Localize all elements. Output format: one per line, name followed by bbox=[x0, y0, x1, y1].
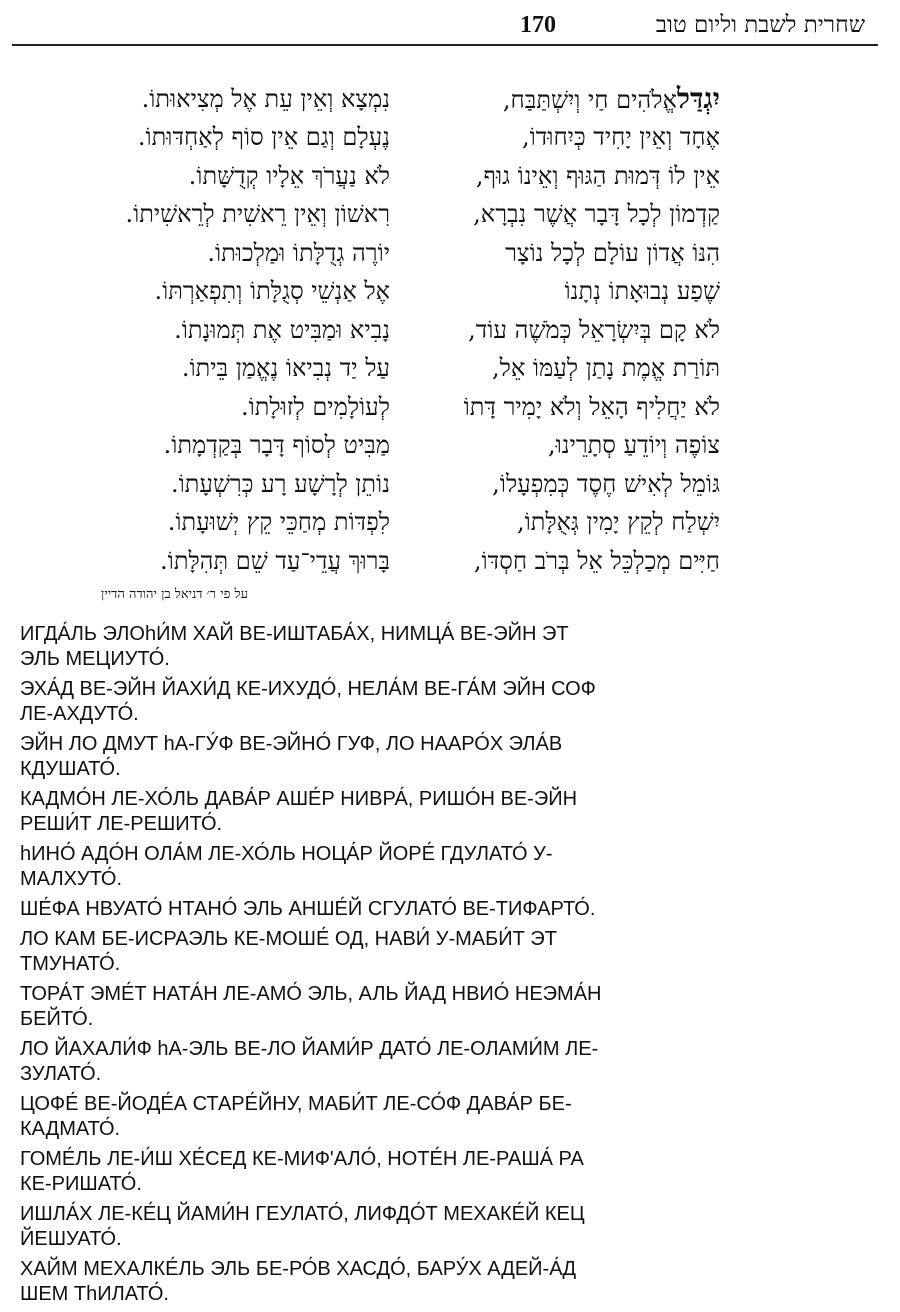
hymn-line-first-half bbox=[390, 239, 720, 268]
hymn-line-second-half: נָבִיא וּמַבִּיט אֶת תְּמוּנָתוֹ. bbox=[174, 315, 390, 344]
transliteration-verse bbox=[20, 787, 700, 837]
transliteration-line: КАДМО́Н ЛЕ-ХО́ЛЬ ДАВА́Р АШЕ́Р НИВРА́, РИШО́Н ВЕ-ЭЙН bbox=[20, 788, 578, 810]
hymn-line-right-text: קַדְמוֹן לְכָל דָּבָר אֲשֶׁר נִבְרָא, bbox=[473, 200, 720, 229]
page-header bbox=[520, 8, 865, 42]
hymn-line bbox=[20, 119, 720, 158]
hymn-line-second-half: נִמְצָא וְאֵין עֵת אֶל מְצִיאוּתוֹ. bbox=[141, 84, 390, 113]
transliteration-line: ЭЛЬ МЕЦИУТО́. bbox=[20, 648, 170, 670]
transliteration-line: ГОМЕ́ЛЬ ЛЕ-И́Ш ХЕ́СЕД КЕ-МИФ'АЛО́, НОТЕ́Н ЛЕ-РАША́ РА bbox=[20, 1148, 584, 1170]
hymn-line-second-half: לִפְדּוֹת מְחַכֵּי קֵץ יְשׁוּעָתוֹ. bbox=[167, 508, 390, 537]
author-attribution: על פי ר׳ דניאל בן יהודה הדיין bbox=[101, 587, 248, 602]
hymn-line bbox=[20, 311, 720, 350]
transliteration-line: ТМУНАТО́. bbox=[20, 953, 121, 975]
hymn-line-first-half bbox=[390, 277, 720, 306]
hymn-line-right-text: לֹא קָם בְּיִשְׂרָאֵל כְּמֹשֶׁה עוֹד, bbox=[468, 315, 720, 344]
hymn-line bbox=[20, 350, 720, 389]
transliteration-line: ЛЕ-АХДУТО́. bbox=[20, 703, 139, 725]
transliteration-line: ЭХА́Д ВЕ-ЭЙН ЙАХИ́Д КЕ-ИХУДО́, НЕЛА́М ВЕ-ГА́М ЭЙН СОФ bbox=[20, 678, 596, 700]
hymn-line-first-half bbox=[390, 162, 720, 191]
transliteration-verse bbox=[20, 1037, 700, 1087]
transliteration-verse bbox=[20, 677, 700, 727]
transliteration-verse bbox=[20, 897, 700, 922]
hymn-line-first-half bbox=[390, 547, 720, 576]
transliteration-line: ИШЛА́Х ЛЕ-КЕ́Ц ЙАМИ́Н ГЕУЛАТО́, ЛИФДО́Т МЕХАКЕ́Й КЕЦ bbox=[20, 1203, 585, 1225]
transliteration-verse bbox=[20, 982, 700, 1032]
transliteration-line: ХАЙМ МЕХАЛКЕ́ЛЬ ЭЛЬ БЕ-РО́В ХАСДО́, БАРУ́Х АДЕЙ-А́Д bbox=[20, 1258, 577, 1280]
transliteration-verse bbox=[20, 732, 700, 782]
hymn-line bbox=[20, 80, 720, 119]
transliteration-line: ЛО ЙАХАЛИ́Ф hА-ЭЛЬ ВЕ-ЛО ЙАМИ́Р ДАТО́ ЛЕ-ОЛАМИ́М ЛЕ- bbox=[20, 1038, 599, 1060]
hymn-line-first-half bbox=[390, 82, 720, 116]
transliteration-line: ЦОФЕ́ ВЕ-ЙОДЕ́А СТАРЕ́ЙНУ, МАБИ́Т ЛЕ-СО́Ф ДАВА́Р БЕ- bbox=[20, 1093, 572, 1115]
transliteration-line: РЕШИ́Т ЛЕ-РЕШИТО́. bbox=[20, 813, 223, 835]
hymn-line-right-text: אֶחָד וְאֵין יָחִיד כְּיִחוּדוֹ, bbox=[522, 123, 720, 152]
hymn-line-second-half: רִאשׁוֹן וְאֵין רֵאשִׁית לְרֵאשִׁיתוֹ. bbox=[125, 200, 390, 229]
hymn-line-right-text: אֵין לוֹ דְּמוּת הַגּוּף וְאֵינוֹ גוּף, bbox=[475, 161, 720, 190]
transliteration-line: КАДМАТО́. bbox=[20, 1118, 121, 1140]
hymn-line bbox=[20, 465, 720, 504]
transliteration-line: ШЕМ ТhИЛАТО́. bbox=[20, 1283, 169, 1305]
hymn-line-right-text: יִשְׁלַח לְקֵץ יָמִין גְּאֻלָּתוֹ, bbox=[516, 508, 720, 537]
transliteration-block bbox=[20, 622, 700, 1312]
hymn-line bbox=[20, 388, 720, 427]
hymn-line-right-text: גּוֹמֵל לְאִישׁ חֶסֶד כְּמִפְעָלוֹ, bbox=[492, 469, 720, 498]
hymn-line bbox=[20, 234, 720, 273]
hymn-line bbox=[20, 196, 720, 235]
transliteration-line: ЙЕШУАТО́. bbox=[20, 1228, 122, 1250]
hymn-line-second-half: נוֹתֵן לְרָשָׁע רָע כְּרִשְׁעָתוֹ. bbox=[170, 469, 390, 498]
transliteration-line: МАЛХУТО́. bbox=[20, 868, 123, 890]
hymn-line-right-text: הִנּוֹ אֲדוֹן עוֹלָם לְכָל נוֹצָר bbox=[505, 238, 720, 267]
header-rule bbox=[12, 44, 878, 46]
transliteration-line: ЭЙН ЛО ДМУТ hА-ГУ́Ф ВЕ-ЭЙНО́ ГУФ, ЛО НААРО́Х ЭЛА́В bbox=[20, 733, 563, 755]
transliteration-line: БЕЙТО́. bbox=[20, 1008, 94, 1030]
hymn-line-second-half: אֶל אַנְשֵׁי סְגֻלָּתוֹ וְתִפְאַרְתּוֹ. bbox=[154, 277, 390, 306]
hymn-line-second-half: יוֹרֶה גְדֻלָּתוֹ וּמַלְכוּתוֹ. bbox=[207, 238, 390, 267]
hymn-line-first-half bbox=[390, 316, 720, 345]
hymn-line bbox=[20, 427, 720, 466]
transliteration-line: ЗУЛАТО́. bbox=[20, 1063, 102, 1085]
hymn-line-second-half: נֶעְלָם וְגַם אֵין סוֹף לְאַחְדּוּתוֹ. bbox=[137, 123, 390, 152]
transliteration-line: ШЕ́ФА НВУАТО́ НТАНО́ ЭЛЬ АНШЕ́Й СГУЛАТО́ ВЕ-ТИФАРТО́. bbox=[20, 898, 596, 920]
page-number: 170 bbox=[520, 11, 556, 38]
transliteration-verse bbox=[20, 927, 700, 977]
transliteration-line: КДУШАТО́. bbox=[20, 758, 121, 780]
hymn-line-second-half: לְעוֹלָמִים לְזוּלָתוֹ. bbox=[241, 392, 390, 421]
hymn-line bbox=[20, 504, 720, 543]
hymn-hebrew-text bbox=[20, 80, 720, 581]
hymn-line-second-half: לֹא נַעֲרֹךְ אֵלָיו קְדֻשָּׁתוֹ. bbox=[188, 161, 390, 190]
hymn-line-first-half bbox=[390, 431, 720, 460]
hymn-line-first-half bbox=[390, 393, 720, 422]
hymn-opening-word: יִגְדַּל bbox=[676, 82, 720, 116]
hymn-line bbox=[20, 273, 720, 312]
hymn-line-right-text: אֱלֹהִים חַי וְיִשְׁתַּבַּח, bbox=[502, 86, 677, 115]
transliteration-line: hИНО́ АДО́Н ОЛА́М ЛЕ-ХО́ЛЬ НОЦА́Р ЙОРЕ́ ГДУЛАТО́ У- bbox=[20, 843, 553, 865]
hymn-line-second-half: עַל יַד נְבִיאוֹ נֶאֱמַן בֵּיתוֹ. bbox=[181, 354, 390, 383]
hymn-line-right-text: צוֹפֶה וְיוֹדֵעַ סְתָרֵינוּ, bbox=[548, 431, 720, 460]
transliteration-line: КЕ-РИШАТО́. bbox=[20, 1173, 142, 1195]
hymn-line-right-text: חַיִּים מְכַלְכֵּל אֵל בְּרֹב חַסְדּוֹ, bbox=[473, 546, 720, 575]
transliteration-verse bbox=[20, 1202, 700, 1252]
transliteration-verse bbox=[20, 842, 700, 892]
hymn-line-right-text: תּוֹרַת אֱמֶת נָתַן לְעַמּוֹ אֵל, bbox=[492, 354, 720, 383]
hymn-line-right-text: לֹא יַחֲלִיף הָאֵל וְלֹא יָמִיר דָּתוֹ bbox=[463, 392, 720, 421]
transliteration-line: ЛО КАМ БЕ-ИСРАЭЛЬ КЕ-МОШЕ́ ОД, НАВИ́ У-МАБИ́Т ЭТ bbox=[20, 928, 557, 950]
transliteration-verse bbox=[20, 1257, 700, 1307]
transliteration-verse bbox=[20, 1147, 700, 1197]
transliteration-verse bbox=[20, 622, 700, 672]
hymn-line-first-half bbox=[390, 123, 720, 152]
transliteration-verse bbox=[20, 1092, 700, 1142]
hymn-line-first-half bbox=[390, 200, 720, 229]
running-title: שחרית לשבת וליום טוב bbox=[655, 12, 865, 38]
hymn-line-second-half: בָּרוּךְ עֲדֵי־עַד שֵׁם תְּהִלָּתוֹ. bbox=[160, 546, 390, 575]
hymn-line-first-half bbox=[390, 354, 720, 383]
hymn-line-first-half bbox=[390, 470, 720, 499]
transliteration-line: ТОРА́Т ЭМЕ́Т НАТА́Н ЛЕ-АМО́ ЭЛЬ, АЛЬ ЙАД НВИО́ НЕЭМА́Н bbox=[20, 983, 602, 1005]
hymn-line-first-half bbox=[390, 508, 720, 537]
hymn-line bbox=[20, 157, 720, 196]
hymn-line bbox=[20, 542, 720, 581]
hymn-line-right-text: שֶׁפַע נְבוּאָתוֹ נְתָנוֹ bbox=[564, 277, 720, 306]
hymn-line-second-half: מַבִּיט לְסוֹף דָּבָר בְּקַדְמָתוֹ. bbox=[163, 431, 390, 460]
transliteration-line: ИГДА́ЛЬ ЭЛОhИ́М ХАЙ ВЕ-ИШТАБА́Х, НИМЦА́ ВЕ-ЭЙН ЭТ bbox=[20, 623, 569, 645]
